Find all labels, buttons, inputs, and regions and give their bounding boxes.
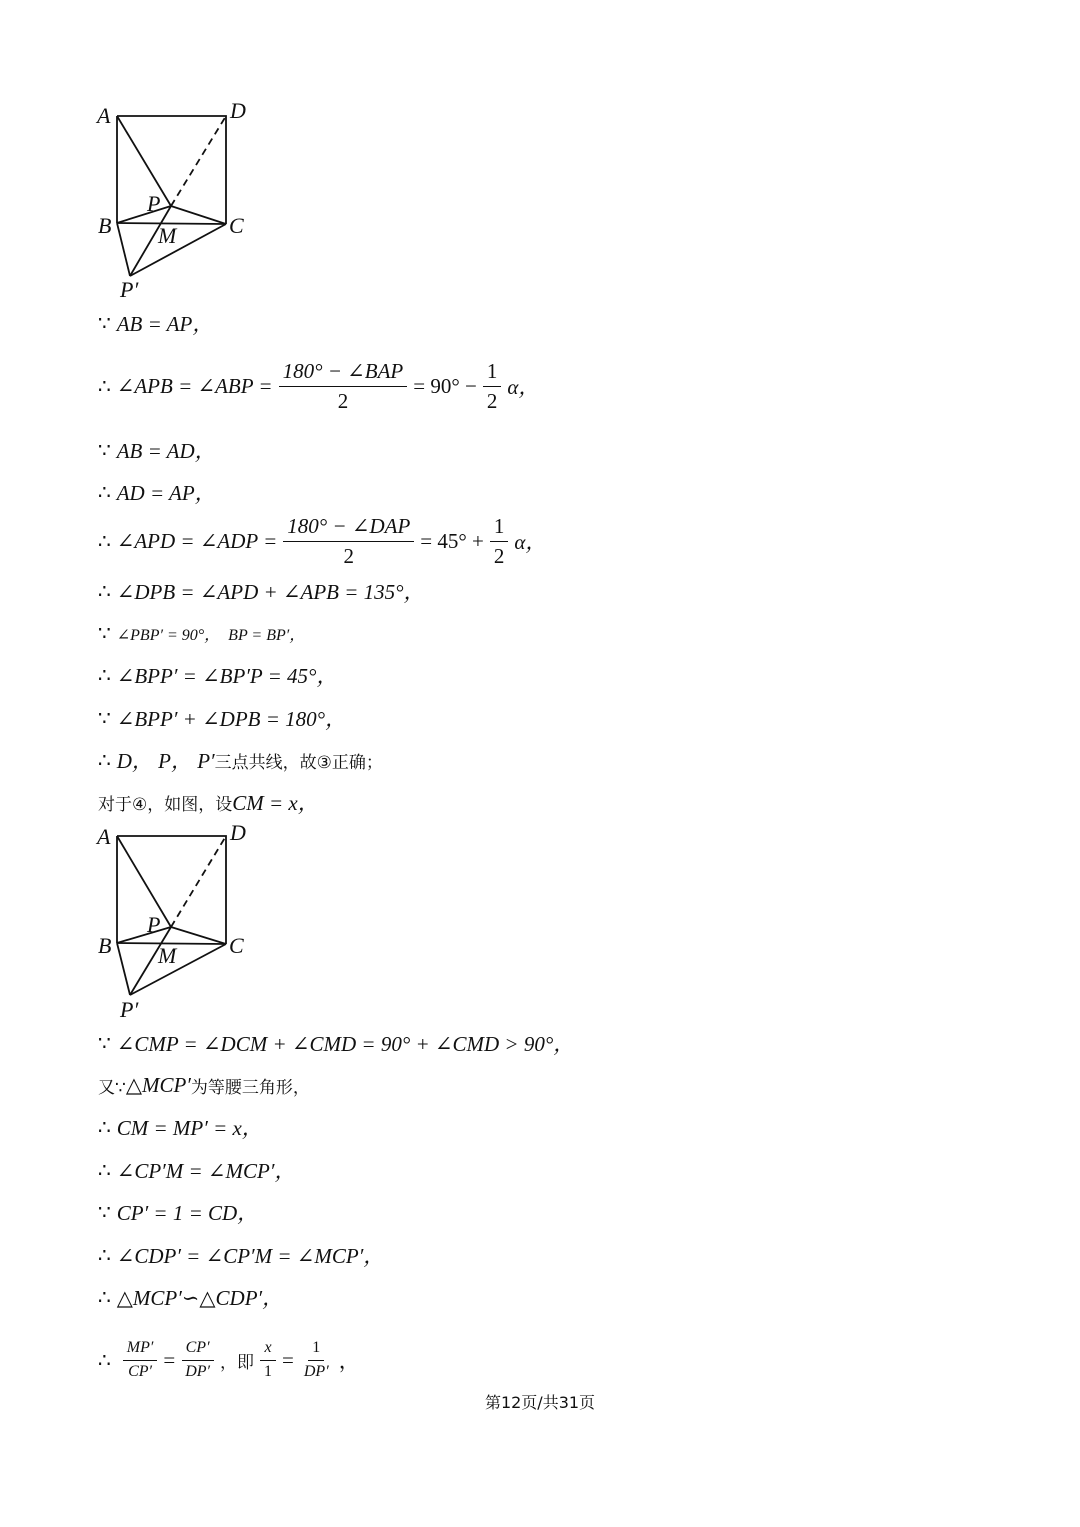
line-ab-ad: ∵ AB = AD，	[98, 438, 216, 463]
line-ratio: ∴ $\frac{MP'}{CP'}$ = $\frac{CP'}{DP'}$ ，即 $\frac{x}{1}$ = $\frac{1}{DP'}$ ，	[98, 1339, 360, 1380]
geometry-figure-2	[90, 815, 270, 1030]
fraction-half-2: $\frac{1}{2}$	[490, 514, 509, 567]
label-p: P	[147, 912, 161, 937]
line-cm-mp: ∴ CM = MP′ = x，	[98, 1115, 263, 1140]
label-m: M	[158, 223, 177, 248]
line-bpp-prime: ∴ ∠BPP′ = ∠BP′P = 45°，	[98, 663, 338, 688]
line-angle-dpb: ∴ ∠DPB = ∠APD + ∠APB = 135°，	[98, 579, 425, 604]
label-p: P	[147, 191, 161, 216]
fraction-dap: $\frac{\text{180° − ∠DAP}}{2}$	[283, 514, 414, 567]
label-a: A	[97, 103, 111, 128]
label-p-prime: P′	[120, 997, 139, 1022]
line-angle-apb: ∴ ∠APB = ∠ABP = $\frac{\text{180° − ∠BAP}}{2}$ = 90° − $\frac{1}{2}$ α，	[98, 359, 540, 413]
geometry-figure-1	[90, 95, 270, 310]
fraction-x-1: $\frac{x}{1}$	[260, 1339, 276, 1381]
line-set-cm: 对于④，如图，设 CM = x，	[98, 791, 319, 815]
line-bpp-dpb-sum: ∵ ∠BPP′ + ∠DPB = 180°，	[98, 706, 347, 731]
line-cp-cd: ∵ CP′ = 1 = CD，	[98, 1200, 259, 1225]
fraction-bap: $\frac{\text{180° − ∠BAP}}{2}$	[279, 359, 408, 412]
label-b: B	[98, 213, 112, 238]
fraction-1-dp: $\frac{1}{DP'}$	[303, 1339, 329, 1380]
label-c: C	[229, 213, 244, 238]
line-similar: ∴ △MCP′∽△CDP′，	[98, 1285, 284, 1310]
fraction-mp-cp: $\frac{MP'}{CP'}$	[123, 1339, 158, 1381]
label-p-prime: P′	[120, 277, 139, 302]
label-b: B	[98, 933, 112, 958]
fraction-half-1: $\frac{1}{2}$	[483, 359, 502, 412]
label-d: D	[230, 820, 246, 845]
line-angle-cdp: ∴ ∠CDP′ = ∠CP′M = ∠MCP′，	[98, 1243, 385, 1268]
label-c: C	[229, 933, 244, 958]
label-a: A	[97, 824, 111, 849]
line-pbp-prime: ∵ ∠PBP′ = 90°， BP = BP′，	[98, 621, 306, 645]
label-m: M	[158, 943, 177, 968]
line-ad-ap: ∴ AD = AP，	[98, 480, 216, 505]
line-angle-cpm: ∴ ∠CP′M = ∠MCP′，	[98, 1158, 296, 1183]
line-isosceles: 又∵ △MCP′ 为等腰三角形，	[98, 1072, 310, 1098]
line-ab-ap: ∵ AB = AP，	[98, 311, 214, 336]
line-angle-cmp: ∵ ∠CMP = ∠DCM + ∠CMD = 90° + ∠CMD > 90°，	[98, 1031, 575, 1056]
page-footer: 第12页/共31页	[484, 1393, 596, 1412]
line-collinear: ∴ D， P， P′ 三点共线，故③正确；	[98, 748, 383, 773]
label-d: D	[230, 98, 246, 123]
line-angle-apd: ∴ ∠APD = ∠ADP = $\frac{\text{180° − ∠DAP}}{2}$ = 45° + $\frac{1}{2}$ α，	[98, 514, 547, 568]
fraction-cp-dp: $\frac{CP'}{DP'}$	[181, 1339, 214, 1381]
